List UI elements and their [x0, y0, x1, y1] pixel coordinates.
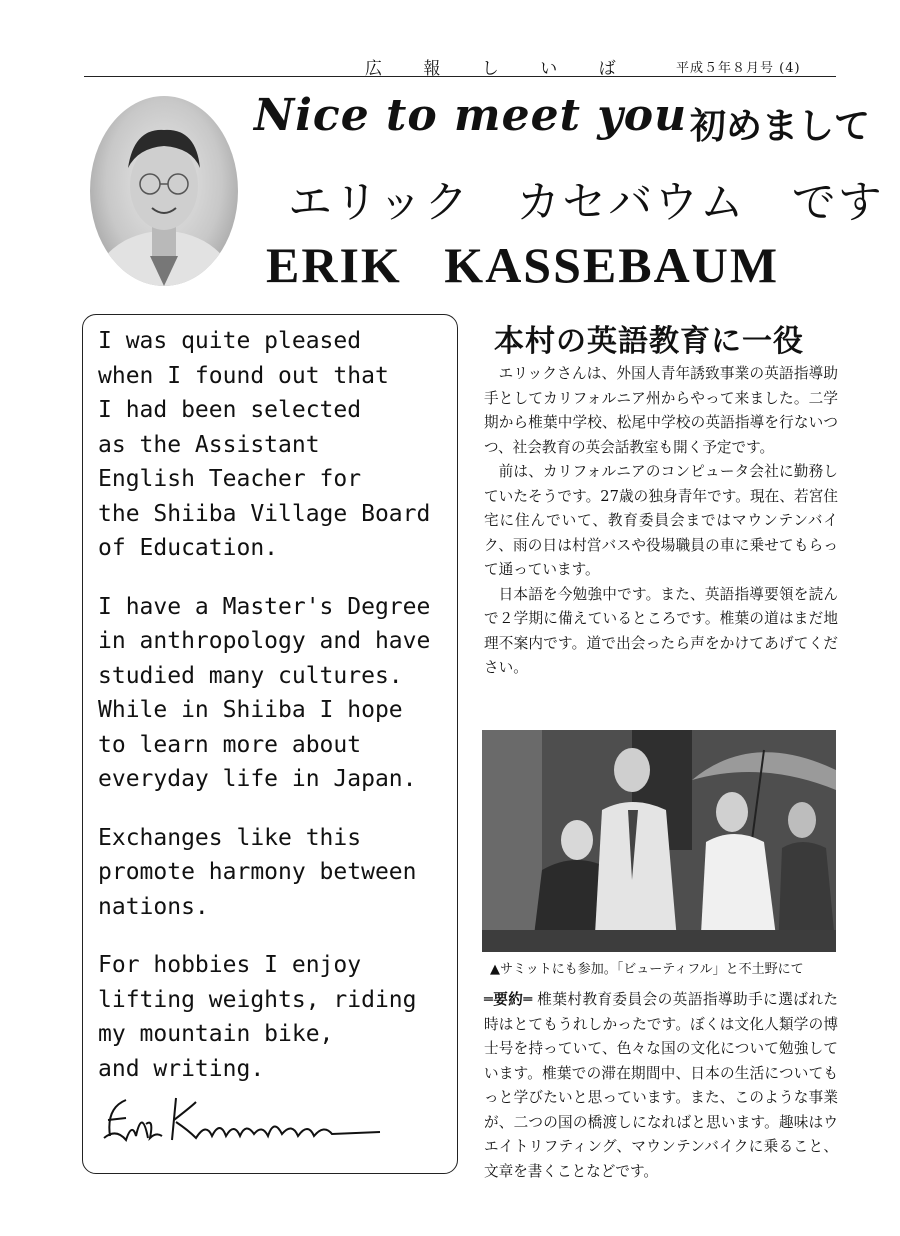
masthead: 広 報 し い ば: [365, 59, 634, 79]
article-paragraph: 前は、カリフォルニアのコンピュータ会社に勤務していたそうです。27歳の独身青年です。現在、若宮住宅に住んでいて、教育委員会まではマウンテンバイク、雨の日は村営バスや役場職員の車に乗せてもらって通っています。: [484, 463, 838, 578]
title-latin-name: ERIK KASSEBAUM: [266, 237, 780, 293]
letter-paragraph: Exchanges like this promote harmony between nations.: [98, 824, 417, 920]
summary-text: 椎葉村教育委員会の英語指導助手に選ばれた時はとてもうれしかったです。ぼくは文化人類学の博士号を持っていて、色々な国の文化について勉強しています。椎葉での滞在期間中、日本の生活についてもっと学びたいと思っています。また、このような事業が、二つの国の橋渡しになればと思います。趣味はウエイトリフティング、マウンテンバイクに乗ること、文章を書くことなどです。: [484, 991, 838, 1180]
summary-label: ═要約═: [484, 991, 533, 1008]
photo-caption: ▲サミットにも参加。「ビューティフル」と不土野にて: [490, 962, 804, 977]
header-rule: [84, 76, 836, 77]
title-english: Nice to meet you: [254, 90, 688, 141]
letter-paragraph: I was quite pleased when I found out that I had been selected as the Assistant English Teacher for the Shiiba Village Board of Education.: [98, 328, 431, 561]
article-paragraph: エリックさんは、外国人青年誘致事業の英語指導助手としてカリフォルニア州からやって来ました。二学期から椎葉中学校、松尾中学校の英語指導を行ないつつ、社会教育の英会話教室も開く予定です。: [484, 365, 838, 456]
letter-paragraph: I have a Master's Degree in anthropology and have studied many cultures. While in Shiiba I hope to learn more about everyday life in Japan.: [98, 593, 431, 792]
portrait-photo: [90, 96, 238, 286]
article-paragraph: 日本語を今勉強中です。また、英語指導要領を読んで２学期に備えているところです。椎葉の道はまだ地理不案内です。道で出会ったら声をかけてあげてください。: [484, 585, 838, 676]
title-greeting: 初めまして: [690, 105, 871, 147]
letter-paragraph: For hobbies I enjoy lifting weights, riding my mountain bike, and writing.: [98, 952, 417, 1082]
article-heading: 本村の英語教育に一役: [494, 324, 804, 359]
article-body: [484, 362, 838, 681]
summary: [484, 988, 838, 1184]
summit-photo: [482, 730, 836, 952]
signature: [96, 1078, 386, 1158]
issue-date: 平成５年８月号 (4): [676, 61, 801, 76]
handwritten-letter: [98, 324, 452, 1110]
title-katakana-name: エリック カセバウム です: [288, 177, 884, 228]
